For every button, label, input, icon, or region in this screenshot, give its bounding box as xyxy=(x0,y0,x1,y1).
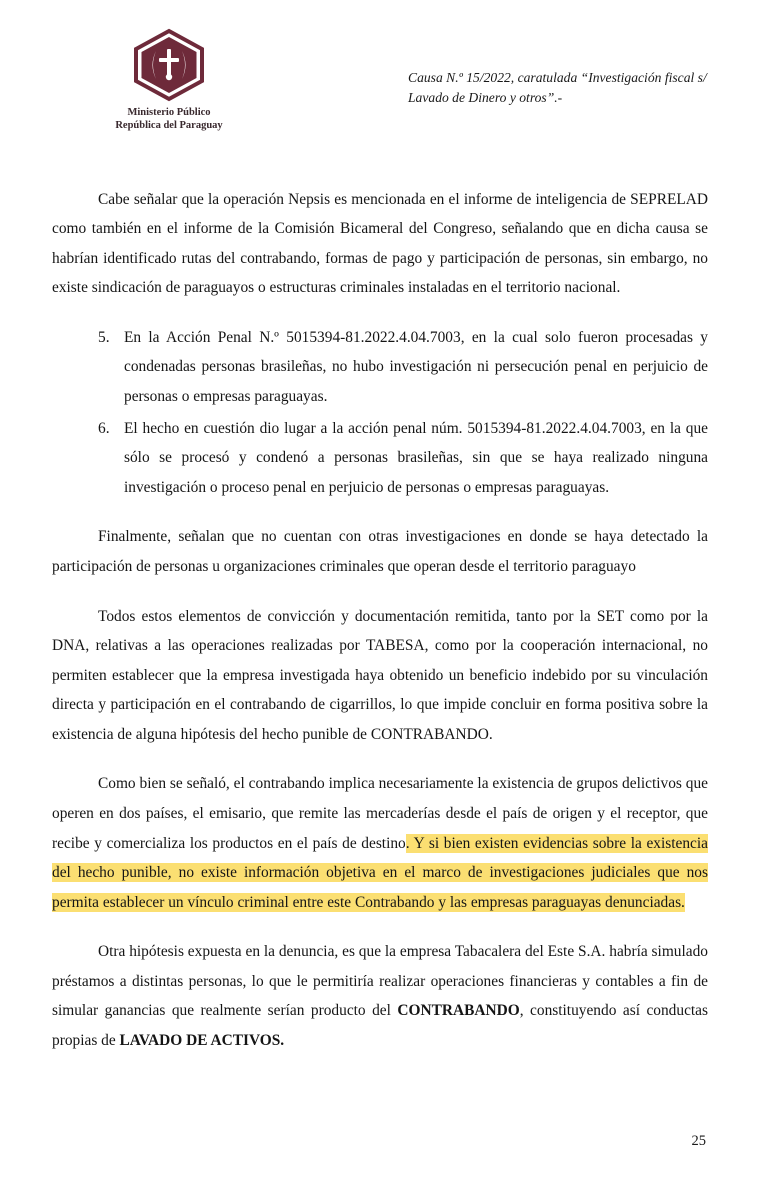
institution-name-line1: Ministerio Público xyxy=(127,107,211,118)
numbered-list xyxy=(52,323,708,502)
list-item xyxy=(98,414,708,503)
institution-logo xyxy=(52,28,274,133)
list-item-text: El hecho en cuestión dio lugar a la acción penal núm. 5015394-81.2022.4.04.7003, en la que sólo se procesó y condenó a personas brasileñas, sin que se haya realizado ninguna investigación o proceso penal en perjuicio de personas o empresas paraguayas. xyxy=(124,419,708,496)
list-item-text: En la Acción Penal N.º 5015394-81.2022.4.04.7003, en la cual solo fueron procesadas y condenadas personas brasileñas, no hubo investigación ni persecución penal en perjuicio de personas o empresas paraguayas. xyxy=(124,328,708,406)
paragraph-5-part1: Otra hipótesis expuesta en la denuncia, es que la empresa Tabacalera del Este S.A. habría simulado préstamos a distintas personas, lo que le permitiría realizar operaciones financieras y contables a fin de simular ganancias que realmente serían producto del xyxy=(52,943,708,1020)
paragraph-5 xyxy=(52,937,708,1055)
case-reference: Causa N.º 15/2022, caratulada “Investigación fiscal s/ Lavado de Dinero y otros”.- xyxy=(408,70,707,105)
document-body xyxy=(52,185,708,1056)
paragraph-5-part2: , constituyendo así conductas propias de xyxy=(52,1002,708,1050)
paragraph-4-plain: Como bien se señaló, el contrabando implica necesariamente la existencia de grupos delictivos que operen en dos países, el emisario, que remite las mercaderías desde el país de origen y el receptor, que recibe y comercializa los productos en el país de destino xyxy=(52,775,708,852)
ministry-crest-icon xyxy=(132,28,206,102)
emphasis-lavado-de-activos: LAVADO DE ACTIVOS. xyxy=(119,1032,285,1050)
institution-name-line2: República del Paraguay xyxy=(115,119,223,131)
institution-name xyxy=(115,107,222,133)
list-item-marker: 6. xyxy=(98,419,110,437)
paragraph-3: Todos estos elementos de convicción y documentación remitida, tanto por la SET como por la DNA, relativas a las operaciones realizadas por TABESA, como por la cooperación internacional, no permiten establecer que la empresa investigada haya obtenido un beneficio indebido por su vinculación directa y participación en el contrabando de cigarrillos, lo que impide concluir en forma positiva sobre la existencia de alguna hipótesis del hecho punible de CONTRABANDO. xyxy=(52,607,708,743)
highlighted-text: . Y si bien existen evidencias sobre la existencia del hecho punible, no existe información objetiva en el marco de investigaciones judiciales que nos permita establecer un vínculo criminal entre este Contrabando y las empresas paraguayas denunciadas. xyxy=(52,834,708,911)
list-item-marker: 5. xyxy=(98,328,110,346)
paragraph-2: Finalmente, señalan que no cuentan con otras investigaciones en donde se haya detectado la participación de personas u organizaciones criminales que operan desde el territorio paraguayo xyxy=(52,528,708,575)
page-header xyxy=(52,28,708,133)
paragraph-4 xyxy=(52,769,708,917)
paragraph-1: Cabe señalar que la operación Nepsis es mencionada en el informe de inteligencia de SEPRELAD como también en el informe de la Comisión Bicameral del Congreso, señalando que en dicha causa se habrían identificado rutas del contrabando, formas de pago y participación de personas, sin embargo, no existe sindicación de paraguayos o estructuras criminales instaladas en el territorio nacional. xyxy=(52,190,708,297)
emphasis-contrabando: CONTRABANDO xyxy=(397,1002,520,1020)
list-item xyxy=(98,323,708,412)
page-number: 25 xyxy=(691,1133,706,1149)
